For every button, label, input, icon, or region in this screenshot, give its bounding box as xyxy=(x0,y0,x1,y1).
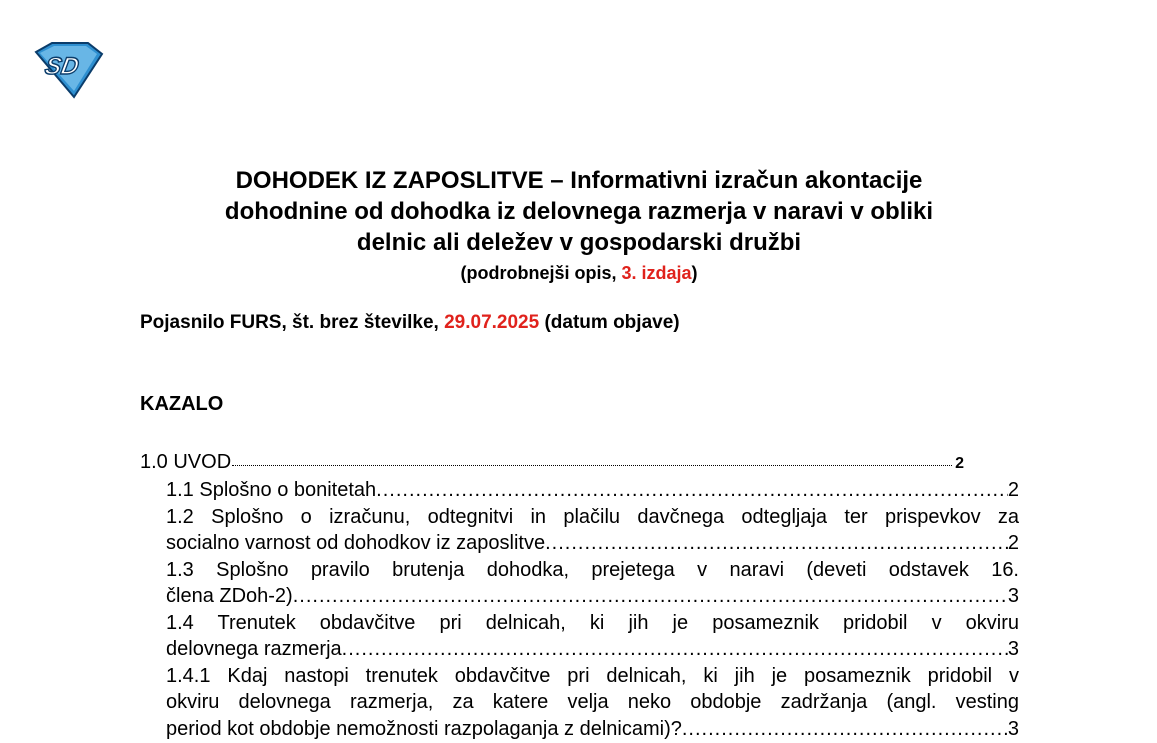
toc-entry[interactable] xyxy=(166,504,1019,557)
toc-entry-text: 1.4 Trenutek obdavčitve pri delnicah, ki jih je posameznik pridobil v okviru xyxy=(166,611,1019,634)
toc-entry-page: 3 xyxy=(1007,638,1019,660)
toc-entry-main[interactable] xyxy=(140,449,964,477)
toc-entry-text: socialno varnost od dohodkov iz zaposlitve xyxy=(166,532,546,554)
toc-leader-dots xyxy=(293,583,1008,610)
document-title xyxy=(140,165,1018,286)
explanation-suffix: (datum objave) xyxy=(539,312,680,333)
toc-entry-text: 1.2 Splošno o izračunu, odtegnitvi in plačilu davčnega odtegljaja ter prispevkov za xyxy=(166,505,1019,528)
toc-entry[interactable] xyxy=(166,663,1019,743)
toc-leader-dots xyxy=(545,530,1008,557)
toc-entry-text: člena ZDoh-2) xyxy=(166,585,293,607)
subtitle-prefix: (podrobnejši opis, xyxy=(460,263,622,283)
table-of-contents xyxy=(140,449,1020,742)
title-line-2: dohodnine od dohodka iz delovnega razmerja v naravi v obliki xyxy=(224,198,934,225)
toc-heading: KAZALO xyxy=(140,393,224,415)
toc-entry-text: okviru delovnega razmerja, za katere velja neko obdobje zadržanja (angl. vesting xyxy=(166,691,1019,713)
title-line-3: delnic ali deležev v gospodarski družbi xyxy=(356,229,802,256)
toc-leader-dots xyxy=(232,465,952,466)
toc-entry-label: 1.0 UVOD xyxy=(140,451,232,473)
toc-entry-text: period kot obdobje nemožnosti razpolaganja z delnicami)? xyxy=(166,717,682,740)
toc-entry[interactable] xyxy=(166,557,1019,610)
toc-entry-page: 2 xyxy=(1007,532,1019,554)
toc-entry-text: delovnega razmerja xyxy=(166,638,342,660)
svg-text:SD: SD xyxy=(42,53,82,80)
toc-leader-dots xyxy=(682,716,1008,743)
edition-label: 3. izdaja xyxy=(621,263,692,283)
toc-leader-dots xyxy=(342,636,1008,663)
subtitle-suffix: ) xyxy=(691,263,698,283)
publication-date: 29.07.2025 xyxy=(444,312,540,333)
title-line-1: DOHODEK IZ ZAPOSLITVE – Informativni izračun akontacije xyxy=(235,167,923,194)
toc-entry-page: 3 xyxy=(1007,585,1019,607)
toc-entry[interactable] xyxy=(166,610,1019,663)
explanation-prefix: Pojasnilo FURS, št. brez številke, xyxy=(140,312,445,333)
toc-entry-text: 1.4.1 Kdaj nastopi trenutek obdavčitve pri delnicah, ki jih je posameznik pridobil v xyxy=(166,664,1019,687)
subtitle xyxy=(140,260,1018,286)
explanation-line xyxy=(140,312,680,334)
toc-entry-page: 2 xyxy=(955,455,964,472)
toc-leader-dots xyxy=(376,477,1008,504)
toc-entry-page: 3 xyxy=(1007,717,1019,740)
toc-entry-page: 2 xyxy=(1007,479,1019,501)
toc-entry-text: 1.3 Splošno pravilo brutenja dohodka, prejetega v naravi (deveti odstavek 16. xyxy=(166,558,1019,581)
company-logo xyxy=(30,40,104,100)
toc-entry-text: 1.1 Splošno o bonitetah xyxy=(166,479,377,501)
toc-entry[interactable] xyxy=(166,477,1019,504)
